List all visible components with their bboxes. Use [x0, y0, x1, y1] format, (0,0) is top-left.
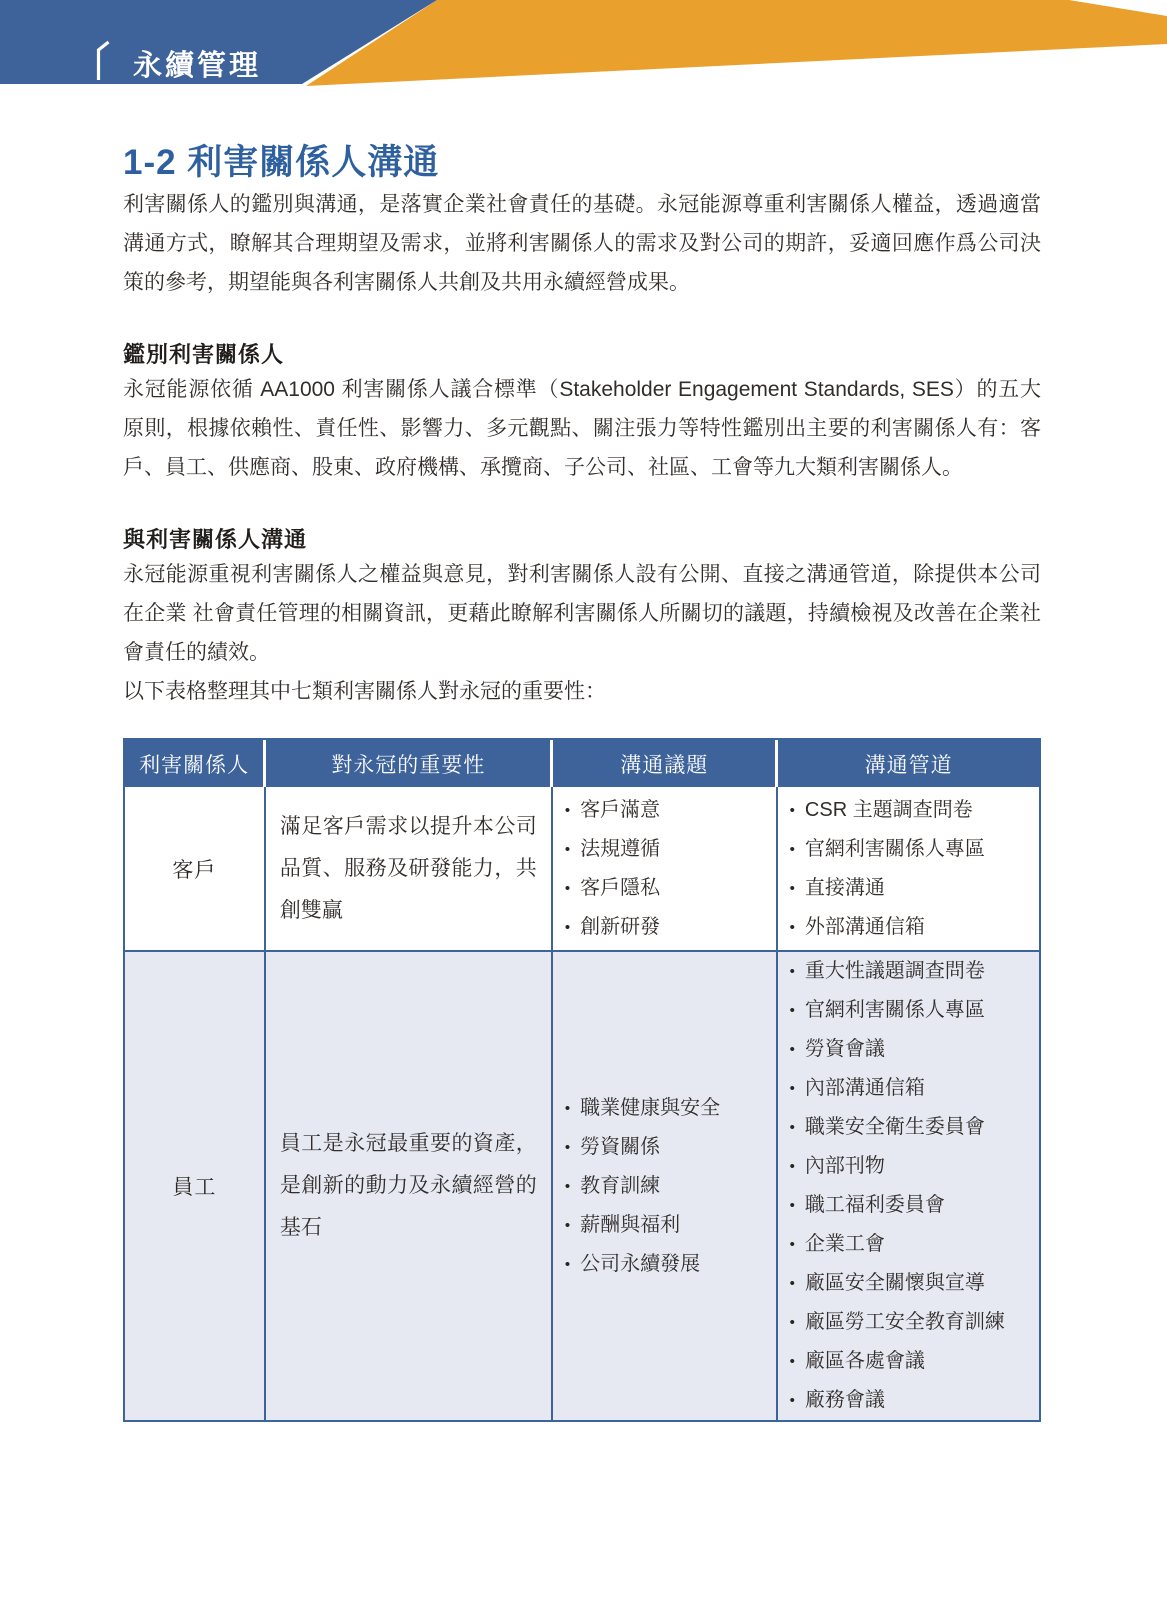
banner-chapter-label: 永續管理	[133, 50, 262, 82]
list-item-label: 官網利害關係人專區	[804, 999, 985, 1021]
list-item-label: 教育訓練	[580, 1174, 661, 1197]
list-item	[790, 869, 1033, 908]
customer-topics-list	[553, 791, 776, 947]
list-item-label: 客戶滿意	[580, 798, 661, 821]
bullet-icon: •	[789, 1236, 795, 1253]
employee-name-cell: 員工	[125, 951, 265, 1420]
stakeholder-table-header	[125, 740, 1039, 787]
list-item	[790, 991, 1033, 1030]
stakeholder-table	[125, 740, 1039, 1420]
section-heading-identify: 鑑別利害關係人	[123, 342, 285, 367]
bullet-icon: •	[564, 840, 571, 858]
list-item-label: 直接溝通	[804, 876, 885, 899]
list-item	[790, 1186, 1033, 1225]
bullet-icon: •	[564, 1216, 571, 1234]
list-item-label: 勞資會議	[804, 1038, 885, 1060]
list-item-label: 創新研發	[580, 915, 661, 938]
bullet-icon: •	[789, 879, 795, 897]
list-item-label: 職業安全衛生委員會	[804, 1116, 985, 1138]
column-header-stakeholder: 利害關係人	[125, 740, 265, 787]
column-header-channels: 溝通管道	[777, 740, 1039, 787]
list-item-label: 法規遵循	[580, 837, 661, 860]
customer-channels-list	[778, 791, 1039, 947]
chapter-number-icon	[94, 40, 111, 80]
bullet-icon: •	[789, 918, 795, 936]
list-item-label: 廠區勞工安全教育訓練	[804, 1311, 1005, 1333]
list-item-label: 外部溝通信箱	[804, 915, 925, 938]
bullet-icon: •	[789, 1314, 795, 1331]
list-item-label: 客戶隱私	[580, 876, 661, 899]
list-item	[790, 1264, 1033, 1303]
list-item-label: 企業工會	[804, 1233, 885, 1255]
list-item-label: 公司永續發展	[580, 1252, 701, 1275]
customer-importance-cell	[265, 787, 552, 951]
list-item	[565, 1167, 770, 1206]
list-item	[565, 1089, 770, 1128]
list-item	[790, 1342, 1033, 1381]
bullet-icon: •	[564, 918, 571, 936]
bullet-icon: •	[789, 1080, 795, 1097]
list-item-label: 勞資關係	[580, 1135, 661, 1158]
list-item	[565, 869, 770, 908]
customer-importance-text: 滿足客戶需求以提升本公司品質、服務及研發能力，共創雙贏	[279, 814, 537, 922]
bullet-icon: •	[789, 801, 795, 819]
list-item	[565, 791, 770, 830]
employee-topics-list	[553, 1089, 776, 1284]
list-item	[565, 830, 770, 869]
list-item	[790, 908, 1033, 947]
list-item	[790, 791, 1033, 830]
page-title: 1-2 利害關係人溝通	[123, 143, 440, 182]
list-item-label: 重大性議題調查問卷	[804, 960, 985, 982]
list-item-label: 廠區安全關懷與宣導	[804, 1272, 985, 1294]
list-item	[565, 1245, 770, 1284]
bullet-icon: •	[789, 1392, 795, 1409]
list-item	[790, 830, 1033, 869]
list-item	[790, 1225, 1033, 1264]
list-item	[790, 1108, 1033, 1147]
content-column	[123, 0, 1041, 1422]
column-header-importance: 對永冠的重要性	[265, 740, 552, 787]
bullet-icon: •	[789, 1002, 795, 1019]
bullet-icon: •	[789, 1275, 795, 1292]
bullet-icon: •	[789, 1197, 795, 1214]
bullet-icon: •	[564, 1177, 571, 1195]
customer-topics-cell	[552, 787, 777, 951]
list-item	[790, 1030, 1033, 1069]
bullet-icon: •	[789, 1353, 795, 1370]
employee-importance-cell	[265, 951, 552, 1420]
column-header-topics: 溝通議題	[552, 740, 777, 787]
bullet-icon: •	[564, 1138, 571, 1156]
bullet-icon: •	[789, 840, 795, 858]
list-item-label: 廠區各處會議	[804, 1350, 925, 1372]
list-item-label: CSR 主題調查問卷	[804, 798, 973, 821]
bullet-icon: •	[789, 1119, 795, 1136]
list-item-label: 職業健康與安全	[580, 1096, 721, 1119]
list-item	[565, 1128, 770, 1167]
bullet-icon: •	[564, 801, 571, 819]
list-item-label: 官網利害關係人專區	[804, 837, 985, 860]
list-item-label: 內部刊物	[804, 1155, 885, 1177]
list-item	[790, 1303, 1033, 1342]
communicate-paragraph: 永冠能源重視利害關係人之權益與意見，對利害關係人設有公開、直接之溝通管道，除提供本公司在企業 社會責任管理的相關資訊，更藉此瞭解利害關係人所關切的議題，持續檢視及改善在企業社會責任的績效。	[123, 563, 1041, 664]
stakeholder-table-frame	[123, 738, 1041, 1422]
customer-name-cell: 客戶	[125, 787, 265, 951]
list-item	[790, 1381, 1033, 1420]
employee-importance-text: 員工是永冠最重要的資產，是創新的動力及永續經營的基石	[279, 1132, 537, 1239]
list-item-label: 內部溝通信箱	[804, 1077, 925, 1099]
employee-channels-cell	[777, 951, 1039, 1420]
bullet-icon: •	[789, 963, 795, 980]
list-item	[790, 1069, 1033, 1108]
bullet-icon: •	[564, 1255, 571, 1273]
table-row-customer	[125, 787, 1039, 951]
bullet-icon: •	[789, 1158, 795, 1175]
intro-paragraph: 利害關係人的鑑別與溝通，是落實企業社會責任的基礎。永冠能源尊重利害關係人權益，透過適當溝通方式，瞭解其合理期望及需求，並將利害關係人的需求及對公司的期許，妥適回應作爲公司決策的參考，期望能與各利害關係人共創及共用永續經營成果。	[123, 193, 1041, 294]
bullet-icon: •	[789, 1041, 795, 1058]
section-heading-communicate: 與利害關係人溝通	[123, 527, 308, 552]
list-item	[565, 1206, 770, 1245]
list-item	[565, 908, 770, 947]
customer-channels-cell	[777, 787, 1039, 951]
list-item-label: 廠務會議	[804, 1389, 885, 1411]
table-row-employee	[125, 951, 1039, 1420]
list-item	[790, 952, 1033, 991]
identify-paragraph: 永冠能源依循 AA1000 利害關係人議合標準（Stakeholder Engagement Standards, SES）的五大原則，根據依賴性、責任性、影響力、多元觀點、關注張力等特性鑑別出主要的利害關係人有：客戶、員工、供應商、股東、政府機構、承攬商、子公司、社區、工會等九大類利害關係人。	[123, 378, 1041, 479]
employee-channels-list	[778, 952, 1039, 1420]
bullet-icon: •	[564, 879, 571, 897]
list-item-label: 薪酬與福利	[580, 1213, 681, 1236]
bullet-icon: •	[564, 1099, 571, 1117]
list-item	[790, 1147, 1033, 1186]
table-lead-in: 以下表格整理其中七類利害關係人對永冠的重要性：	[123, 680, 606, 703]
list-item-label: 職工福利委員會	[804, 1194, 945, 1216]
employee-topics-cell	[552, 951, 777, 1420]
